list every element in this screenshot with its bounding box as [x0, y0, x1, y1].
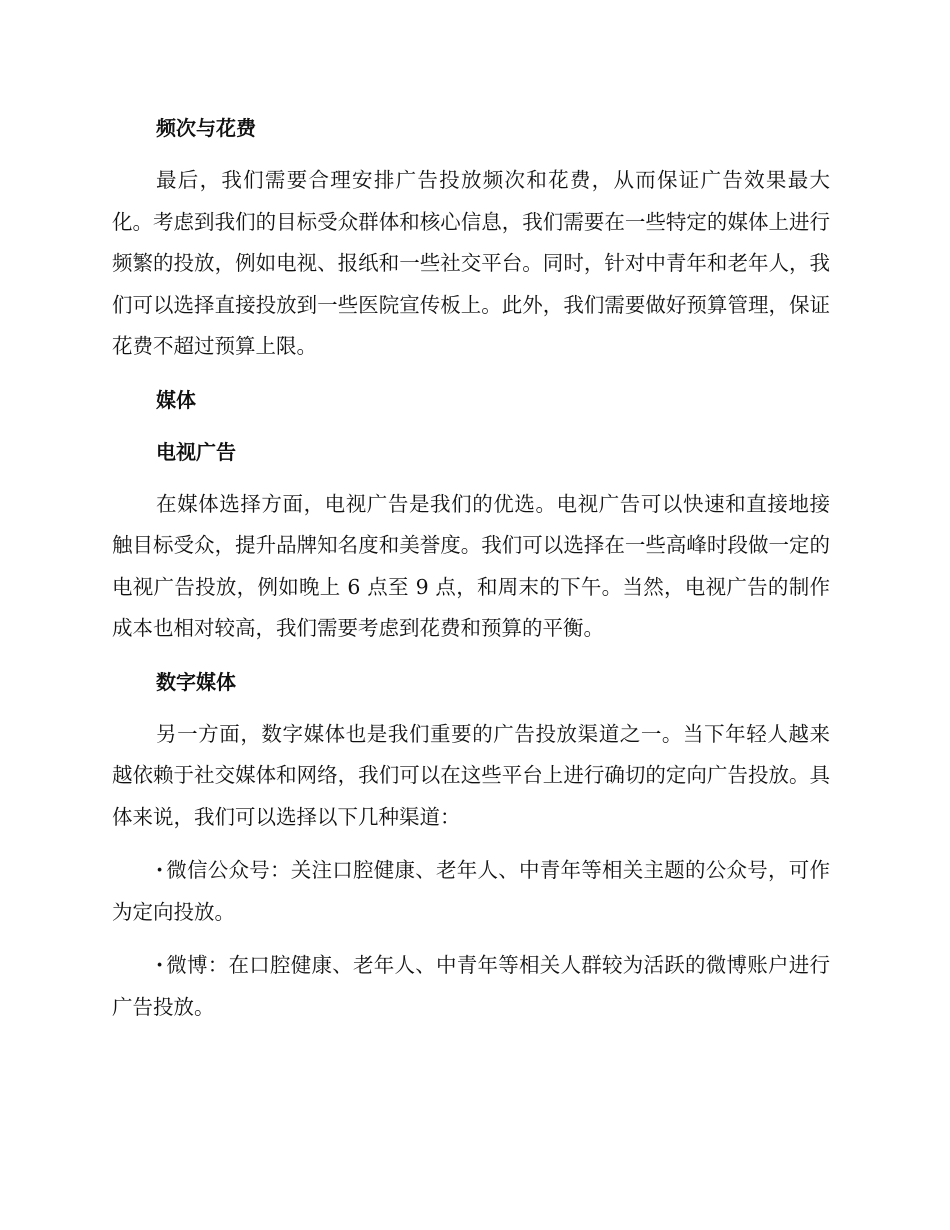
section-heading-tv-ads: 电视广告 — [156, 439, 236, 464]
section-heading-media: 媒体 — [156, 387, 196, 412]
bullet-marker: · — [156, 858, 164, 882]
paragraph-digital-media: 另一方面，数字媒体也是我们重要的广告投放渠道之一。当下年轻人越来越依赖于社交媒体和网络，我们可以在这些平台上进行确切的定向广告投放。具体来说，我们可以选择以下几种渠道： — [112, 721, 830, 829]
bullet-item-weibo — [112, 945, 830, 1028]
document-body — [112, 108, 830, 1040]
bullet-marker: · — [156, 953, 164, 977]
bullet-text: 微博：在口腔健康、老年人、中青年等相关人群较为活跃的微博账户进行广告投放。 — [112, 953, 830, 1019]
bullet-item-wechat — [112, 850, 830, 933]
paragraph-frequency-cost: 最后，我们需要合理安排广告投放频次和花费，从而保证广告效果最大化。考虑到我们的目标受众群体和核心信息，我们需要在一些特定的媒体上进行频繁的投放，例如电视、报纸和一些社交平台。同时，针对中青年和老年人，我们可以选择直接投放到一些医院宣传板上。此外，我们需要做好预算管理，保证花费不超过预算上限。 — [112, 168, 830, 358]
section-heading-frequency-cost: 频次与花费 — [156, 116, 256, 140]
section-heading-digital-media: 数字媒体 — [156, 669, 236, 694]
paragraph-tv-ads: 在媒体选择方面，电视广告是我们的优选。电视广告可以快速和直接地接触目标受众，提升品牌知名度和美誉度。我们可以选择在一些高峰时段做一定的电视广告投放，例如晚上 6 点至 9 点，和周末的下午。当然，电视广告的制作成本也相对较高，我们需要考虑到花费和预算的平衡。 — [112, 491, 830, 640]
bullet-text: 微信公众号：关注口腔健康、老年人、中青年等相关主题的公众号，可作为定向投放。 — [112, 858, 830, 924]
